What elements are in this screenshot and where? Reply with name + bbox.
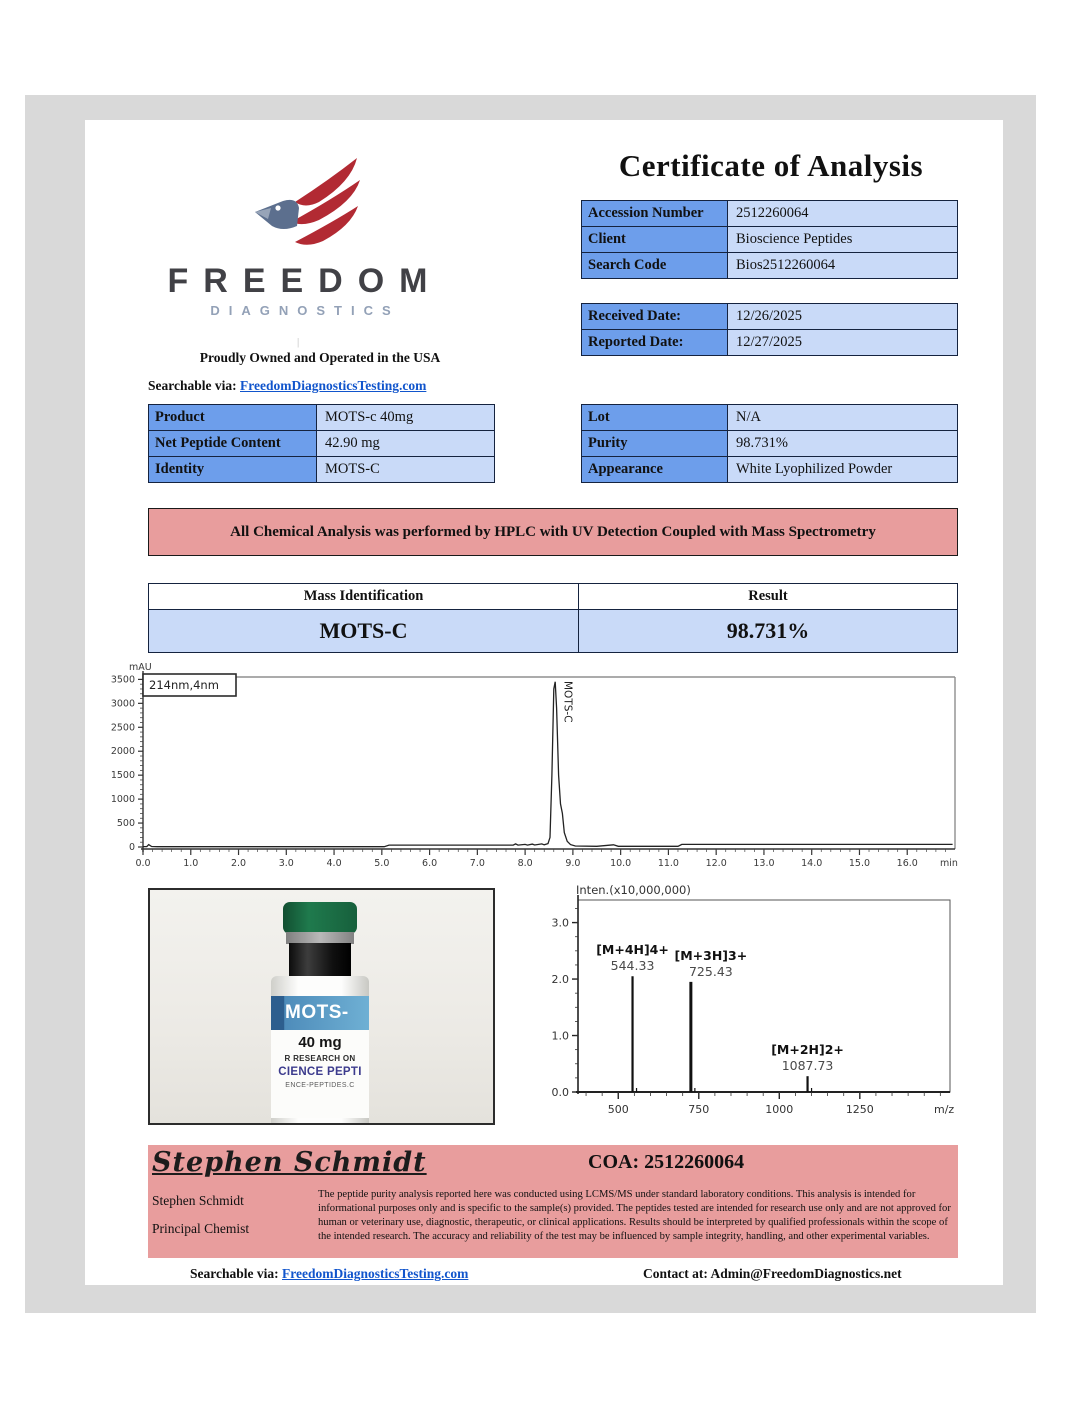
- product-label: Product: [149, 405, 317, 430]
- svg-text:750: 750: [688, 1103, 710, 1116]
- table-row: [582, 405, 957, 430]
- table-row: [582, 201, 957, 226]
- svg-text:3.0: 3.0: [551, 916, 569, 930]
- svg-text:1.0: 1.0: [183, 858, 199, 869]
- svg-text:1.0: 1.0: [551, 1029, 569, 1043]
- signature-script: Stephen Schmidt: [152, 1147, 427, 1178]
- svg-text:9.0: 9.0: [565, 858, 581, 869]
- identity-label: Identity: [149, 457, 317, 482]
- lot-label: Lot: [582, 405, 728, 430]
- svg-text:500: 500: [116, 818, 135, 830]
- svg-text:5.0: 5.0: [374, 858, 390, 869]
- dates-table: [581, 303, 958, 356]
- logo-subtitle: DIAGNOSTICS: [210, 303, 400, 318]
- identity-value: MOTS-C: [325, 461, 380, 477]
- logo-wordmark: FREEDOM: [167, 262, 443, 300]
- vial-label: [271, 996, 369, 1118]
- searchable-via-line: [148, 378, 426, 394]
- hplc-chromatogram: [100, 662, 960, 882]
- table-row: [582, 304, 957, 329]
- freedom-eagle-logo-icon: [243, 156, 367, 256]
- product-vial-photo: [148, 888, 495, 1125]
- svg-text:1500: 1500: [110, 770, 135, 782]
- result-header: Result: [748, 588, 788, 604]
- client-value: Bioscience Peptides: [736, 231, 853, 247]
- table-row: [149, 430, 494, 456]
- product-table: [148, 404, 495, 483]
- svg-text:1087.73: 1087.73: [781, 1058, 834, 1074]
- table-row: [582, 430, 957, 456]
- table-row: [582, 456, 957, 482]
- searchable-via-label: Searchable via:: [148, 378, 237, 393]
- appearance-label: Appearance: [582, 457, 728, 482]
- svg-text:16.0: 16.0: [896, 858, 918, 869]
- received-date-value: 12/26/2025: [736, 308, 803, 324]
- usa-tagline: Proudly Owned and Operated in the USA: [199, 350, 441, 365]
- mass-identification-table: [148, 583, 958, 653]
- svg-text:3500: 3500: [110, 674, 135, 686]
- vial-label-product-band: MOTS-: [271, 996, 369, 1030]
- accession-number-value: 2512260064: [736, 205, 809, 221]
- vial-label-brand: CIENCE PEPTI: [278, 1066, 362, 1078]
- chemist-title: Principal Chemist: [152, 1221, 250, 1236]
- vial-neck: [289, 943, 351, 979]
- svg-text:3.0: 3.0: [278, 858, 294, 869]
- certificate-page: [85, 120, 1003, 1285]
- net-peptide-content-value: 42.90 mg: [325, 435, 380, 451]
- svg-text:10.0: 10.0: [610, 858, 632, 869]
- svg-text:mAU: mAU: [129, 662, 152, 673]
- page-title: Certificate of Analysis: [618, 148, 924, 183]
- coa-number: COA: 2512260064: [588, 1151, 745, 1173]
- appearance-value: White Lyophilized Powder: [736, 461, 893, 477]
- svg-text:2.0: 2.0: [551, 973, 569, 987]
- client-label: Client: [582, 227, 728, 252]
- reported-date-label: Reported Date:: [582, 330, 728, 355]
- chemist-name: Stephen Schmidt: [152, 1193, 244, 1208]
- table-header-row: [149, 584, 957, 610]
- product-value: MOTS-c 40mg: [325, 409, 414, 425]
- footer-searchable-line: [190, 1266, 468, 1282]
- mass-identification-value: MOTS-C: [149, 610, 579, 652]
- svg-text:Inten.(x10,000,000): Inten.(x10,000,000): [576, 885, 691, 897]
- accession-number-label: Accession Number: [582, 201, 728, 226]
- vial-label-dose: 40 mg: [298, 1034, 342, 1051]
- table-row: [149, 405, 494, 430]
- result-value: 98.731%: [726, 618, 810, 643]
- svg-text:0.0: 0.0: [135, 858, 151, 869]
- svg-text:min: min: [940, 858, 958, 869]
- disclaimer-text: The peptide purity analysis reported here was conducted using LCMS/MS under standard laboratory conditions. This analysis is intended for informational purposes only and is specific to the sample(s) provided. The peptides tested are intended for research use only and are not approved for human or veterinary use, diagnostic, therapeutic, or clinical applications. Results should be interpreted by qualified professionals within the scope of the intended research. The accuracy and reliability of the test may be influenced by sample integrity, handling, and other experimental variables.: [318, 1189, 951, 1242]
- svg-text:725.43: 725.43: [688, 963, 733, 979]
- qc-table: [581, 404, 958, 483]
- accession-table: [581, 200, 958, 279]
- svg-text:2000: 2000: [110, 746, 135, 758]
- reported-date-value: 12/27/2025: [736, 334, 803, 350]
- footer-searchable-label: Searchable via:: [190, 1266, 279, 1281]
- svg-text:0: 0: [128, 842, 135, 853]
- lot-value: N/A: [736, 409, 761, 425]
- svg-text:[M+4H]4+: [M+4H]4+: [596, 942, 669, 958]
- svg-text:4.0: 4.0: [326, 858, 342, 869]
- vial-label-research-only: R RESEARCH ON: [284, 1054, 356, 1063]
- svg-text:[M+2H]2+: [M+2H]2+: [771, 1042, 844, 1058]
- svg-text:500: 500: [607, 1103, 629, 1116]
- svg-text:1000: 1000: [110, 794, 135, 806]
- vial-label-url: ENCE-PEPTIDES.C: [285, 1082, 355, 1089]
- svg-text:15.0: 15.0: [848, 858, 871, 869]
- logo-artifact-mark: |: [297, 336, 300, 348]
- svg-text:1000: 1000: [765, 1103, 794, 1116]
- svg-text:14.0: 14.0: [801, 858, 823, 869]
- purity-value: 98.731%: [736, 435, 788, 451]
- table-row: [582, 329, 957, 355]
- vial-cap: [283, 902, 357, 934]
- search-code-label: Search Code: [582, 253, 728, 278]
- svg-text:7.0: 7.0: [469, 858, 485, 869]
- search-code-value: Bios2512260064: [736, 257, 836, 273]
- svg-text:1250: 1250: [845, 1103, 874, 1116]
- svg-text:11.0: 11.0: [657, 858, 679, 869]
- svg-text:[M+3H]3+: [M+3H]3+: [674, 947, 748, 963]
- footer-diagnostics-testing-link[interactable]: FreedomDiagnosticsTesting.com: [282, 1266, 469, 1281]
- mass-identification-header: Mass Identification: [149, 584, 579, 609]
- svg-text:214nm,4nm: 214nm,4nm: [149, 678, 219, 692]
- svg-text:8.0: 8.0: [517, 858, 533, 869]
- svg-text:13.0: 13.0: [753, 858, 775, 869]
- analysis-method-banner: All Chemical Analysis was performed by HPLC with UV Detection Coupled with Mass Spectrometry: [148, 508, 958, 556]
- svg-text:544.33: 544.33: [610, 958, 655, 974]
- svg-text:3000: 3000: [110, 698, 135, 710]
- table-row: [149, 610, 957, 652]
- svg-text:6.0: 6.0: [422, 858, 438, 869]
- svg-text:MOTS-C: MOTS-C: [561, 681, 574, 723]
- table-row: [149, 456, 494, 482]
- svg-text:0.0: 0.0: [551, 1086, 569, 1099]
- svg-text:2.0: 2.0: [230, 858, 247, 869]
- table-row: [582, 252, 957, 278]
- vial-body: [271, 976, 369, 1125]
- diagnostics-testing-link[interactable]: FreedomDiagnosticsTesting.com: [240, 378, 427, 393]
- signature-block: [148, 1145, 958, 1258]
- purity-label: Purity: [582, 431, 728, 456]
- svg-text:12.0: 12.0: [705, 858, 727, 869]
- net-peptide-content-label: Net Peptide Content: [149, 431, 317, 456]
- received-date-label: Received Date:: [582, 304, 728, 329]
- svg-text:m/z: m/z: [934, 1103, 955, 1116]
- table-row: [582, 226, 957, 252]
- footer-contact: Contact at: Admin@FreedomDiagnostics.net: [643, 1266, 902, 1281]
- mass-spectrum: [540, 885, 960, 1125]
- svg-text:2500: 2500: [110, 722, 135, 734]
